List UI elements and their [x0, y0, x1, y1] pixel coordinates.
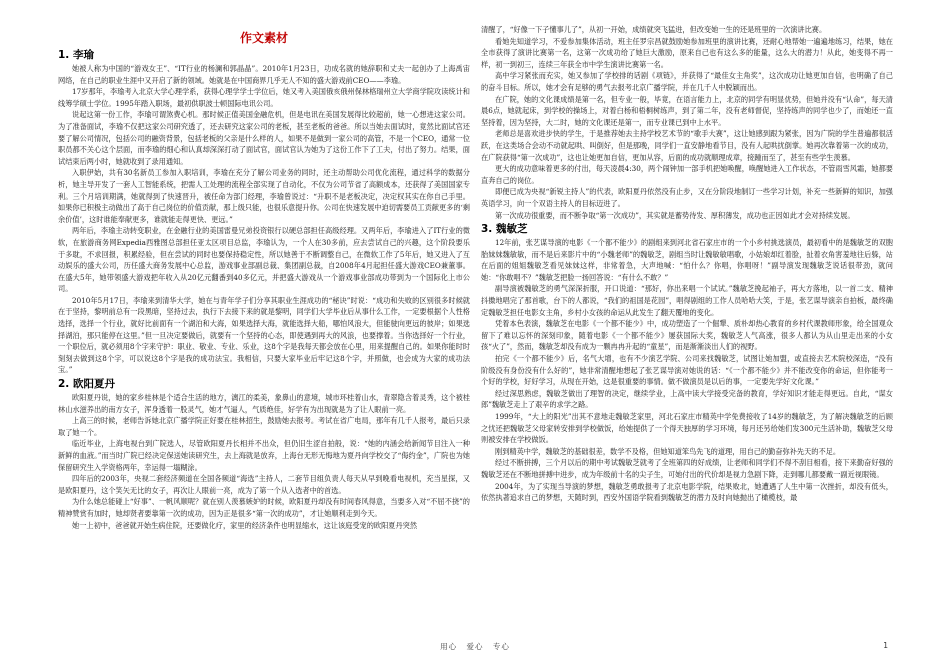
paragraph: 高中学习紧张而充实，她又参加了学校排的话剧《项链》，并获得了“最佳女主角奖”，这次成功让她更加自信，也明确了自己的奋斗目标。所以，她才会有足够的勇气去报考北京广播学院，并在几千人中脱颖而出。 — [481, 71, 893, 92]
paragraph: 清醒了，“好像一下子懂事儿了”，从初一开始，成绩就突飞猛进，但改变她一生的还是班里的一次演讲比赛。 — [481, 25, 827, 34]
paragraph: 上高三的时候，老师告诉她北京广播学院正好要在桂林招生，鼓励她去报考。考试在省广电局，那年有几千人报考，最后只录取了她一个。 — [58, 416, 470, 437]
paragraph: 为什么她总能碰上“好事”、一帆风顺呢？就在别人羡慕嫉妒的时候，欧阳夏丹却没有时间春风得意，当要多入对“不屈不挠”的精神赞赏有加时，她却贤者要靠第一次的成功，因为正是很多“第一次的成功”，才让她顺利走到今天。 — [58, 497, 470, 518]
paragraph: 副导演被魏敏芝的勇气深深折服，开口说道：“那好，你出来唱一个试试。”魏敏芝挽起袖子，再大方落地，以一首二支、精神抖擞地唱完了那首歌，台下的人都说，“我们的祖国是花园”，唱得剧组的工作人员哈哈大笑，于是，张艺谋导演亲自拍板，最终确定魏敏芝担任电影女主角，乡村小女孩的命运从此发生了翻天覆地的变化。 — [481, 284, 893, 317]
paragraph: 经过深思熟虑，魏敏芝做出了理智的决定，继续学业，上高中读大学接受完备的教育，学好知识才能走得更远。自此，“谋女郎”魏敏芝走上了艰辛的求学之路。 — [481, 388, 893, 410]
footer-item: 用心 — [440, 642, 458, 651]
paragraph: 2010年5月17日，李瑜来到清华大学，她在与青年学子们分享其职业生涯成功的“秘诀”时说：“成功和失败的区别很多时候就在于坚持，黎明前总有一段黑暗，坚持过去，执行下去接下来的就是黎明，同学们大学毕业后从事什么工作，一定要根据个人性格选择，选择一个行业，就好比前面有一个湖泊和大海，如果选择大海，就能选择大船，哪怕风浪大，但能驶向更远的彼岸；如果选择湖泊，那只能停在这里。”但一旦决定要做后，就要有一个坚持的心态，即使遇到再大的风浪，也要撑着。当你选择好一个行业，一个职位后，就必须用8个字来守护：职业、敬业、专业、乐业，这8个字是我每天都会放在心里，用来提醒自己的。如果你能时时刻刻去做到这8个字，可以说这8个字是我的成功法宝。我相信，只要大家毕业后牢记这8个字，并照做，也会成为大家的成功法宝。” — [58, 295, 470, 375]
paragraph: 经过不断拼搏，三个月以后的期中考试魏敏芝就考了全班第四的好成绩，让老师和同学们不得不刮目相看，接下来勤奋好强的魏敏芝还在不断地拼搏中进步，成为年级前十名的尖子生，可她付出的代价却是视力急剧下降，走到哪儿都要戴一副近视眼镜。 — [481, 458, 893, 479]
paragraph: 说起这第一份工作，李瑜可谓煞费心机。那时候正值美国金融危机，但是电讯在美国发展得比较超前，她一心想进这家公司。为了准备面试，李瑜不仅把这家公司研究透了，还去研究这家公司的老板，甚至老板的爸爸。所以当她去面试时，竟然比面试官还要了解公司情况，包括公司的融资背景，包括老板的父亲是什么样的人，如果不是做到一家公司的高管，不是一个CEO，通常一位职员都不关心这个层面，而李瑜的细心和认真却深深打动了面试官，面试官认为她为了这份工作下了工夫，付出了努力。结果，面试结束后两小时，她就收到了录用通知。 — [58, 110, 470, 166]
paragraph: 老师总是喜欢进步快的学生，于是推荐她去主持学校艺术节的“歌手大赛”，这让她感到跟为紧张，因为广院的学生普遍都很活跃，在这类场合会动不动就起哄、叫倒好，但是那晚，同学们一直安静地看节目，没有人起哄扰倒掌。她再次靠着第一次的成功，在广院获得“第一次成功”，这也让她更加自信，更加从容，后面的成功就顺理成章，接踵而至了，甚至有些学生羡慕。 — [481, 129, 893, 162]
footer-item: 爱心 — [466, 642, 484, 651]
paragraph: 刚到精英中学，魏敏芝的基础很差，数学不及格，但她知道笨鸟先飞的道理，用自己的勤奋弥补先天的不足。 — [495, 446, 841, 456]
paragraph: 她一上初中，爸爸就开始生病住院，还要做化疗，家里的经济条件也明显缩水，这让该庭受宠的欧阳夏丹突然 — [72, 520, 418, 530]
paragraph: 欧阳夏丹说，她的家乡桂林是个适合生活的地方，漓江的柔美，象鼻山的意境，城市环桂着山水，青翠隐含着灵秀，这个被桂林山水滋养出的南方女子，浑身透着一股灵气，她才气逼人，气质绝佳，好学有为出现就是为了让人眼前一亮。 — [58, 393, 470, 414]
paragraph: 两年后，李瑜主动转变职业，在金融行业的美国雷曼兄弟投资银行以硬总部担任高级经理。又两年后，李瑜进入了IT行业的微软，在旅游商务网Expedia西雅图总部担任亚太区项目总监，李瑜认为，一个人在30多前，应去尝试自己的兴趣，这个阶段要乐于多耽，不求回报，积累经验，但在尝试的同时也要保持稳定性，所以她善于不断调整自己，在微软工作了5年后，她又进入了互动娱乐的盛大公司，历任盛大商务发展中心总监，游戏事业部副总裁、集团副总裁，自2008年4月起担任盛大游戏CEO兼董事。在盛大5年，她带领盛大游戏把年收入从20亿元翻番到40多亿元，并把盛大游戏从一个游戏事业部成功带到为一个国际化上市公司。 — [58, 226, 470, 294]
paragraph: 入职伊始，共有30名新员工参加入职培训，李瑜在充分了解公司业务的同时，还主动帮助公司优化流程，通过科学的数据分析，她主导开发了一套人工智能系统，把需人工处理的流程全部实现了自动化，不仅为公司节省了高额成本，还获得了美国国家专利。三个月培训期满，她就得到了快速晋升，被任命为部门经理，李瑜曾说过：“升职不是老板决定，决定权其实在你自己手里。如果你已积极主动做出了高于自己岗位的价值贡献，那上级只能，也很乐意提升你。公司在快速发展中迫切需要员工贡献更多的‘剩余价值’，这时谁能奉献更多，谁就能走得更快、更远。” — [58, 168, 470, 224]
paragraph: 拍完《一个都不能少》后，名气大增，也有不少演艺学院、公司来找魏敏芝，试图让她加盟，或直接去艺术院校深造，“没有阶级没有身份没有什么好的”，她非常清醒地想起了张艺谋导演对她说的话：“《一个都不能少》并不能改变你的命运，但你能考一个好的学校，好好学习，从现在开始，这是很重要的事情。做不做演员是以后的事，一定要先学好文化课。” — [481, 354, 893, 387]
section-heading-wei-minzhi: 3. 魏敏芝 — [481, 223, 528, 236]
section-heading-li-yu: 1. 李瑜 — [58, 49, 94, 61]
paragraph: 2004年，为了实现当导演的梦想，魏敏芝勇敢报考了北京电影学院，结果败北，她遭遇了人生中第一次挫折，却没有低头，依然执著追求自己的梦想，天随时到，西安外国语学院看到魏敏芝的潜力及时向她抛出了橄榄枝，最 — [481, 481, 893, 503]
paragraph: 17岁那年，李瑜考入北京大学心理学系，获得心理学学士学位后，她又考入美国俄亥俄州保林格瑞州立大学商学院攻读统计和线筹学硕士学位。1995年踏入职场，最初供职波士顿国际电讯公司。 — [58, 87, 470, 108]
paragraph: 1999年，“大上的阳光”出其不意地走魏敏芝家里，河北石家庄市精英中学免费接收了14岁的魏敏芝，为了解决魏敏芝的后顾之忧还把魏敏芝父母家转安排到学校做饭，给她提供了一个得天独厚的学习环境，每月还另给她们发300元生活补助，魏敏芝父母则被安排在学校做饭。 — [481, 412, 893, 445]
paragraph: 她被人称为中国的“游戏女王”、“IT行业的杨澜和郭晶晶”。2010年1月23日，功成名就的她辞职和丈夫一起创办了上海禹宙网络，在自己的职业生涯中又开启了新的领域。她就是在中国商界几乎无人不知的盛大游戏前CEO——李瑜。 — [58, 64, 470, 85]
page-footer — [0, 641, 950, 652]
paragraph: 凭着本色表演，魏敏芝在电影《一个都不能少》中，成功塑造了一个倔犟、质朴却热心教育的乡村代课教师形象，给全国观众留下了难以忘怀的深刻印象，随着电影《一个都不能少》屡获国际大奖，魏敏芝人气高涨，很多人都认为从山里走出来的小女孩“火了”，然而，魏敏芝却没有成为一颗冉冉升起的“童星”，而是渐渐淡出人们的视野。 — [481, 319, 893, 352]
paragraph: 四年后的2003年，央视二套经济频道在全国各频道“海选”主持人，二套节目组负责人每天从早到晚看电视机，充当星探，又是欧阳夏丹，这个笑矢无比的女子，再次让人眼前一亮，成为了第一个从入选者中的首选。 — [58, 474, 470, 495]
paragraph: 临近毕业，上海电视台到广院选人，尽管欧阳夏丹长相并不出众，但仍旧生涩自拍般，说：“她的内涵会给新闻节目注入一种新鲜的血液。”而当时广院已经决定保送她读研究生，去上海就是放弃，上海台无形无悔地为夏丹向学校交了“侮约金”，广院也为她保留研究生入学资格两年，幸运得一塌糊涂。 — [58, 439, 470, 472]
page-number: 1 — [883, 641, 888, 650]
document-title: 作文素材 — [239, 31, 288, 45]
paragraph: 更大的成功意味着更多的付出，每天凌晨4:30，两个闹钟加一部手机把她唤醒，唤醒她进入工作状态，不管雨雪风霜，她都要直奔自己的岗位。 — [481, 164, 893, 185]
footer-item: 专心 — [492, 642, 510, 651]
section-heading-ouyang-xiadan: 2. 欧阳夏丹 — [58, 378, 115, 391]
paragraph: 在广院，她的文化课成绩是第一名，但专业一般，毕竟，在语言能力上，北京的同学有明显优势，但她并没有“认命”，每天清晨6点，她就起床，到学校的操场上，对着白杨和梧桐树练声，到了第二年，没有老师督促，坚持练声的同学也少了，而她还一直坚持着，因为坚持，大二时，她的文化课还是第一，而专业课已到中上水平。 — [481, 94, 893, 127]
left-column — [58, 24, 470, 634]
paragraph: 看她先知道学习，不爱参加集体活动，班主任罗宗昌就鼓励她参加班里的演讲比赛，还耐心地帮她一遍遍地练习，结果，她在全市获得了演讲比赛第一名，这第一次成功给了她巨大激励，原来自己也有这么多的能量，这么大的潜力！从此，她变得不再一样，初一到初三，连续三年获全市中学生演讲比赛第一名。 — [481, 36, 893, 69]
paragraph: 12年前，张艺谋导演的电影《一个都不能少》的剧组来到河北省石家庄市的一个小乡村挑选演员，最初看中的是魏敏芝的双胞胎妹妹魏敏敏，而不是后来影片中的“小魏老师”的魏敏芝，剧组当时让魏敏敏唱歌，小姑娘却红着脸，扯着衣角害羞地往后躲，站在后面的姐姐魏敏芝看见妹妹这样，非常着急，大声地喊：“怕什么？你唱，你唱呀！”副导演发现魏敏芝说话很带劲，就问她：“你敢唱不？”魏敏芝把脸一扬回答说：“有什么不敢？” — [481, 238, 893, 282]
paragraph: 即便已成为央视“新锐主持人”的代表，欧阳夏丹依然没有止步，又在分阶段地制订一些学习计划，补充一些新鲜的知识，加强英语学习，向一个双语主持人的目标迈进了。 — [481, 187, 893, 208]
paragraph: 第一次成功很重要，而不断争取“第一次成功”，其实就是蓄势待发、厚积薄发，成功也正因如此才会对持续发展。 — [495, 210, 855, 220]
right-column — [481, 24, 893, 636]
